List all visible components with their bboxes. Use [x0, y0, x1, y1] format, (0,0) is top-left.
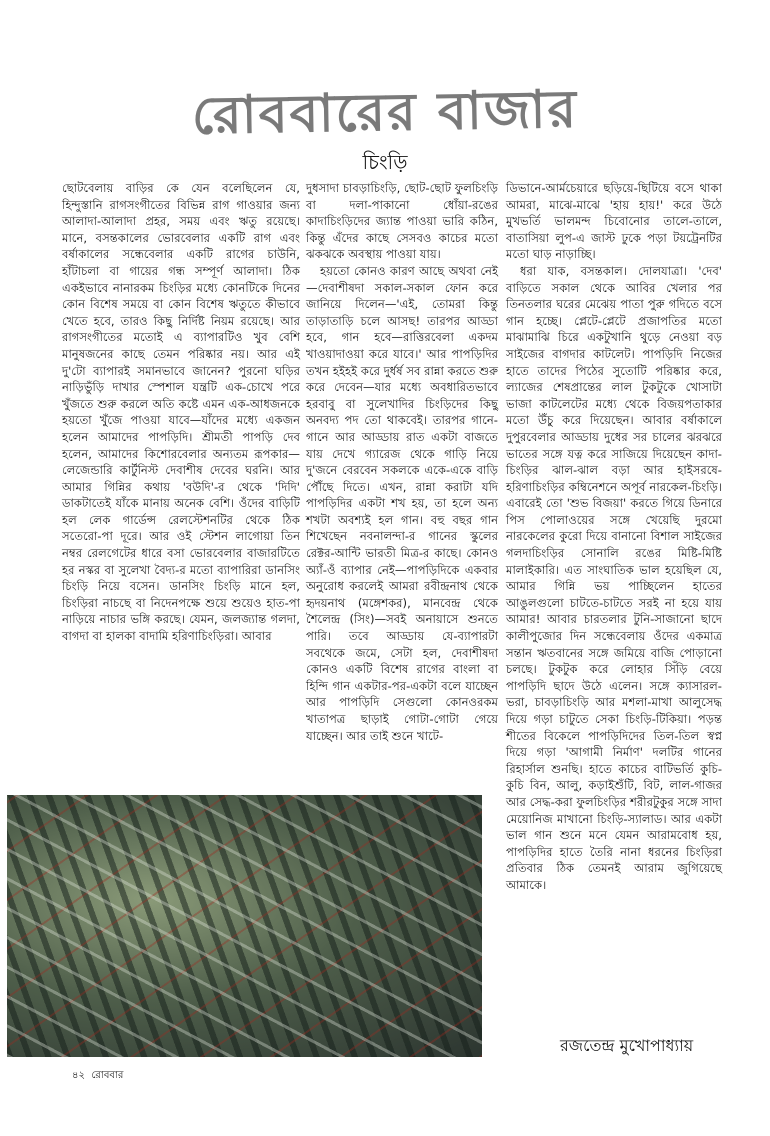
column-1: [62, 180, 300, 645]
column-2: [306, 180, 498, 744]
section-title: রোববারের বাজার: [191, 78, 579, 147]
page-number: ৪২: [72, 1070, 85, 1081]
page-footer: [72, 1068, 123, 1085]
prawns-photo: [7, 795, 482, 1057]
paragraph: দুধসাদা চাবড়াচিংড়ি, ছোট-ছোট ফুলচিংড়ি বা দলা-পাকানো ধোঁয়া-রঙের কাদাচিংড়িদের জ্যান্ত পাওয়া ভারি কঠিন, কিন্তু এঁদের কাছে সেসবও কাচের মতো ঝকঝকে অবস্থায় পাওয়া যায়।: [306, 181, 498, 262]
paragraph: ছোটবেলায় বাড়ির কে যেন বলেছিলেন যে, হিন্দুস্তানি রাগসংগীতের বিভিন্ন রাগ গাওয়ার জন্য আলাদা-আলাদা প্রহর, সময় এবং ঋতু রয়েছে। মানে, বসন্তকালের ভোরবেলার একটি রাগ এবং বর্ষাকালের সন্ধেবেলার একটি রাগের চাউনি, হাঁটাচলা বা গায়ের গন্ধ সম্পূর্ণ আলাদা। ঠিক একইভাবে নানারকম চিংড়ির মধ্যে কোনটিকে দিনের কোন বিশেষ সময়ে বা কোন বিশেষ ঋতুতে কীভাবে খেতে হবে, তারও কিছু নির্দিষ্ট নিয়ম রয়েছে। আর রাগসংগীতের মতোই এ ব্যাপারটিও খুব বেশি মানুষজনের কাছে তেমন পরিষ্কার নয়। আর এই দু'টো ব্যাপারই সমানভাবে জানেন? পুরনো ঘড়ির নাড়িভুঁড়ি দাখার স্পেশাল যন্ত্রটি এক-চোখে পরে খুঁজতে শুরু করলে অতি কষ্টে এমন এক-আধজনকে হয়তো খুঁজে পাওয়া যাবে—যাঁদের মধ্যে একজন হলেন আমাদের পাপড়িদি। শ্রীমতী পাপড়ি দেব হলেন, আমাদের কিশোরবেলার অন্যতম রূপকার—লেজেন্ডারি কার্টুনিস্ট দেবাশীষ দেবের ঘরনি। আর আমার গিন্নির কথায় 'বউদি'-র থেকে 'দিদি' ডাকটাতেই যাঁকে মানায় অনেক বেশি। ওঁদের বাড়িটি হল লেক গার্ডেন্স রেলস্টেশনটির থেকে ঠিক সতেরো-পা দূরে। আর ওই স্টেশন লাগোয়া তিন নম্বর রেলগেটের ধারে বসা ভোরবেলার বাজারটিতে হর নস্কর বা সুলেখা বৈদ্য-র মতো ব্যাপারিরা ডানসিং চিংড়ি নিয়ে বসেন। ডানসিং চিংড়ি মানে হল, চিংড়িরা নাচছে বা নিদেনপক্ষে শুয়ে শুয়েও হাত-পা নাড়িয়ে নাচার ভঙ্গি করছে। যেমন, জলজ্যান্ত গলদা, বাগদা বা হালকা বাদামি হরিণাচিংড়িরা। আবার: [62, 181, 300, 644]
magazine-name: রোববার: [91, 1070, 124, 1081]
paragraph: ডিভানে-আর্মচেয়ারে ছড়িয়ে-ছিটিয়ে বসে থাকা আমরা, মাঝে-মাঝে 'হায় হায়!' করে উঠে মুখভর্তি ভালমন্দ চিবোনোর তালে-তালে, বাতাসিয়া লুপ-এ জাস্ট ঢুকে পড়া টয়ট্রেনটির মতো ঘাড় নাড়াচ্ছি।: [506, 181, 722, 262]
article-title: চিংড়ি: [362, 150, 408, 174]
paragraph: ধরা যাক, বসন্তকাল। দোলযাত্রা। 'দেব' বাড়িতে সকাল থেকে আবির খেলার পর তিনতলার ঘরের মেঝেয় পাতা পুরু গদিতে বসে গান হচ্ছে। প্লেটে-প্লেটে প্রজাপতির মতো মাঝামাঝি চিরে একটুখানি থুড়ে নেওয়া বড় সাইজের বাগদার কাটলেট। পাপড়িদি নিজের হাতে তাদের পিঠের সুতোটি পরিষ্কার করে, ল্যাজের শেষপ্রান্তের লাল টুকটুকে খোসাটা ভাজা কাটলেটের মধ্যে থেকে বিজয়পতাকার মতো উঁচু করে দিয়েছেন। আবার বর্ষাকালে দুপুরবেলার আড্ডায় দুধের সর চালের ঝরঝরে ভাতের সঙ্গে যত্ন করে সাজিয়ে দিয়েছেন কাদা-চিংড়ির ঝাল-ঝাল বড়া আর হাইসরষে-হরিণাচিংড়ির কম্বিনেশনে অপূর্ব নারকেল-চিংড়ি। এবারেই তো 'শুভ বিজয়া' করতে গিয়ে ডিনারে পিস পোলাওয়ের সঙ্গে খেয়েছি দুরমো নারকেলের কুরো দিয়ে বানানো বিশাল সাইজের গলদাচিংড়ির সোনালি রঙের মিষ্টি-মিষ্টি মালাইকারি। এত সাংঘাতিক ভাল হয়েছিল যে, আমার গিন্নি ভয় পাচ্ছিলেন হাতের আঙুলগুলো চাটতে-চাটতে সরই না হয়ে যায় আমার! আবার চারতলার টুনি-সাজানো ছাদে কালীপুজোর দিন সন্ধেবেলায় ওঁদের একমাত্র সন্তান ঋতবানের সঙ্গে জমিয়ে বাজি পোড়ানো চলছে। টুকটুক করে লোহার সিঁড়ি বেয়ে পাপড়িদি ছাদে উঠে এলেন। সঙ্গে ক্যাসারল-ভরা, চাবড়াচিংড়ি আর মশলা-মাখা আলুসেদ্ধ দিয়ে গড়া চাটুতে সেকা চিংড়ি-টিকিয়া। পড়ন্ত শীতের বিকেলে পাপড়িদিদের তিল-তিল স্বপ্ন দিয়ে গড়া 'আগামী নির্মাণ' দলটির গানের রিহার্সাল শুনছি। হাতে কাচের বাটিভর্তি কুচি-কুচি বিন, আলু, কড়াইশুঁটি, বিট, লাল-গাজর আর সেদ্ধ-করা ফুলচিংড়ির শরীরটুকুর সঙ্গে সাদা মেয়োনিজ মাখানো চিংড়ি-স্যালাড। আর একটা ভাল গান শুনে মনে যেমন আরামবোধ হয়, পাপড়িদির হাতে তৈরি নানা ধরনের চিংড়িরা প্রতিবার ঠিক তেমনই আরাম জুগিয়েছে আমাকে।: [506, 263, 722, 892]
paragraph: হয়তো কোনও কারণ আছে অথবা নেই—দেবাশীষদা সকাল-সকাল ফোন করে জানিয়ে দিলেন—'এই, তোমরা কিন্তু তাড়াতাড়ি চলে আসছ! তারপর আড্ডা হবে, গান হবে—রাত্তিরবেলা একদম খাওয়াদাওয়া করে যাবে।' আর পাপড়িদির তখন হইহই করে দুর্ধর্ষ সব রান্না করতে শুরু করে দেবেন—যার মধ্যে অবধারিতভাবে হরবাবু বা সুলেখাদির চিংড়িদের কিছু অনবদ্য পদ তো থাকবেই। তারপর গানে-গানে আর আড্ডায় রাত একটা বাজতে যায় দেখে গ্যারেজ থেকে গাড়ি নিয়ে দু'জনে বেরবেন সকলকে একে-একে বাড়ি পৌঁছে দিতে। এখন, রান্না করাটা যদি পাপড়িদির একটা শখ হয়, তা হলে অন্য শখটা অবশ্যই হল গান। বহু বছর গান শিখেছেন নবনালন্দা-র গানের স্কুলের রেক্টর-আন্টি ভারতী মিত্র-র কাছে। কোনও অ্যাঁ-ওঁ ব্যাপার নেই—পাপড়িদিকে একবার অনুরোধ করলেই আমরা রবীন্দ্রনাথ থেকে হৃদয়নাথ (মঙ্গেশকর), মানবেন্দ্র থেকে শৈলেন্দ্র (সিং)—সবই অনায়াসে শুনতে পারি। তবে আড্ডায় যে-ব্যাপারটা সবথেকে জমে, সেটা হল, দেবাশীষদা কোনও একটি বিশেষ রাগের বাংলা বা হিন্দি গান একটার-পর-একটা বলে যাচ্ছেন আর পাপড়িদি সেগুলো কোনওরকম খাতাপত্র ছাড়াই গোটা-গোটা গেয়ে যাচ্ছেন। আর তাই শুনে খাটে-: [306, 263, 498, 743]
column-3: [506, 180, 722, 894]
author-byline: রজতেন্দ্র মুখোপাধ্যায়: [560, 1036, 694, 1055]
